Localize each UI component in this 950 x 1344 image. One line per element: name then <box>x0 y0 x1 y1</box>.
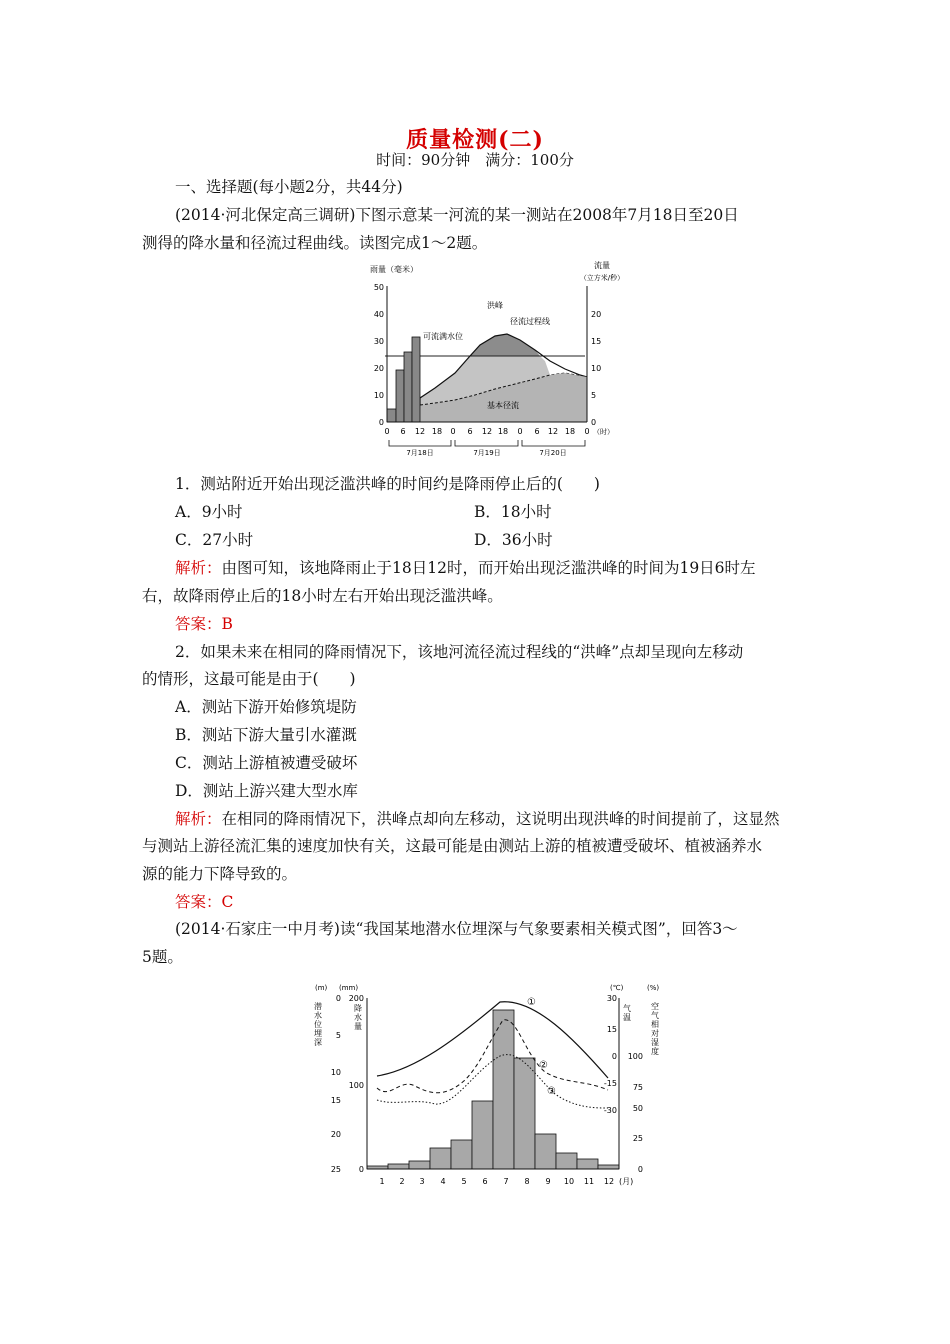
q1-analysis-line1 <box>175 556 756 578</box>
depth-tick: 0 <box>335 994 341 1003</box>
q1-option-c: C．27小时 <box>175 531 254 549</box>
precip-bar-11 <box>577 1159 598 1169</box>
q2-stem-line1: 2．如果未来在相同的降雨情况下，该地河流径流过程线的“洪峰”点却呈现向左移动 <box>175 643 744 661</box>
annot-flood-peak: 洪峰 <box>487 301 503 310</box>
precip-tick: 100 <box>348 1081 364 1090</box>
rain-bar-2 <box>396 370 404 422</box>
q2-answer: 答案：C <box>175 893 234 911</box>
precip-bars <box>367 1010 619 1169</box>
chart1-y-left-label: 雨量（毫米） <box>370 265 418 274</box>
date-label: 7月19日 <box>473 449 501 457</box>
date-bracket <box>389 440 451 446</box>
intro2-line1: (2014·石家庄一中月考)读“我国某地潜水位埋深与气象要素相关模式图”，回答3～ <box>175 920 738 938</box>
unit-m: (m) <box>315 984 328 992</box>
right-tick: 0 <box>591 418 597 427</box>
chart1-y-right-label-1: 流量 <box>594 261 610 270</box>
date-bracket <box>455 440 518 446</box>
q2-option-d: D．测站上游兴建大型水库 <box>175 782 358 800</box>
precip-bar-2 <box>388 1164 409 1169</box>
right-tick: 5 <box>591 391 597 400</box>
annot-full-level: 可流满水位 <box>423 332 463 341</box>
hum-tick: 75 <box>632 1083 643 1092</box>
hour-tick: 0 <box>584 427 590 436</box>
curve-3 <box>377 1055 608 1108</box>
hour-tick: 6 <box>400 427 406 436</box>
hum-ticks <box>628 1052 643 1174</box>
depth-tick: 25 <box>330 1165 341 1174</box>
hour-tick: 0 <box>384 427 390 436</box>
page-title: 质量检测(二) <box>406 127 544 153</box>
curve-2-label: ② <box>539 1060 548 1071</box>
hum-tick: 25 <box>632 1134 643 1143</box>
month-tick: 2 <box>399 1177 405 1186</box>
curve-1-label: ① <box>527 997 536 1008</box>
q2-analysis-line2: 与测站上游径流汇集的速度加快有关，这最可能是由测站上游的植被遭受破坏、植被涵养水 <box>142 837 763 855</box>
chart1-date-labels <box>406 449 566 457</box>
precip-bar-6 <box>472 1101 493 1169</box>
label-temp: 气温 <box>622 1004 632 1022</box>
month-tick: 11 <box>583 1177 595 1186</box>
right-tick: 20 <box>591 310 602 319</box>
hour-tick: 18 <box>497 427 509 436</box>
temp-tick: -15 <box>603 1079 617 1088</box>
temp-tick: -30 <box>603 1106 617 1115</box>
month-tick: 5 <box>461 1177 467 1186</box>
annot-runoff-line: 径流过程线 <box>510 317 550 326</box>
label-precip: 降水量 <box>353 1004 363 1031</box>
date-label: 7月18日 <box>406 449 434 457</box>
q2-option-c: C．测站上游植被遭受破坏 <box>175 754 358 772</box>
chart1-y-right-label-2: （立方米/秒） <box>579 274 625 282</box>
depth-tick: 5 <box>335 1031 341 1040</box>
q1-answer: 答案：B <box>175 615 233 633</box>
month-tick: 8 <box>524 1177 530 1186</box>
unit-pct: (%) <box>647 984 660 992</box>
left-tick: 40 <box>373 310 384 319</box>
depth-tick: 10 <box>330 1068 341 1077</box>
q2-stem-line2: 的情形，这最可能是由于( ) <box>142 670 356 688</box>
precip-bar-10 <box>556 1153 577 1169</box>
temp-tick: 15 <box>606 1025 617 1034</box>
temp-ticks <box>604 994 617 1115</box>
hour-tick: 0 <box>517 427 523 436</box>
q1-option-a: A．9小时 <box>175 503 243 521</box>
rain-bar-3 <box>404 352 412 422</box>
precip-bar-8 <box>514 1058 535 1169</box>
precip-tick: 0 <box>358 1165 364 1174</box>
depth-ticks <box>331 994 341 1174</box>
left-tick: 30 <box>373 337 384 346</box>
q1-analysis-line2: 右，故降雨停止后的18小时左右开始出现泛滥洪峰。 <box>142 587 503 605</box>
intro2-line2: 5题。 <box>142 948 183 966</box>
q2-analysis-label: 解析： <box>175 810 222 828</box>
q1-option-b: B．18小时 <box>474 503 552 521</box>
rain-bars <box>387 337 420 422</box>
month-tick: 6 <box>482 1177 488 1186</box>
month-tick: 1 <box>379 1177 385 1186</box>
depth-tick: 15 <box>330 1096 341 1105</box>
hour-tick: 12 <box>414 427 426 436</box>
rain-bar-1 <box>387 409 396 422</box>
q1-option-d: D．36小时 <box>474 531 553 549</box>
annot-base-flow: 基本径流 <box>487 401 519 410</box>
label-depth: 潜水位埋深 <box>313 1002 323 1047</box>
precip-bar-9 <box>535 1134 556 1169</box>
rain-bar-4 <box>412 337 420 422</box>
curve-2 <box>377 1020 608 1093</box>
precip-bar-4 <box>430 1148 451 1169</box>
q2-analysis-line3: 源的能力下降导致的。 <box>142 865 298 883</box>
hum-tick: 50 <box>632 1104 643 1113</box>
month-tick: 10 <box>563 1177 575 1186</box>
temp-tick: 30 <box>606 994 617 1003</box>
left-tick: 0 <box>378 418 384 427</box>
precip-tick: 200 <box>348 994 364 1003</box>
date-bracket <box>522 440 585 446</box>
precip-bar-12 <box>598 1165 619 1169</box>
chart1-plot <box>385 286 587 422</box>
unit-mm: (mm) <box>339 984 359 992</box>
chart1-date-brackets <box>389 440 585 446</box>
chart1-x-unit: （时） <box>593 428 614 436</box>
q1-analysis-text1: 由图可知，该地降雨止于18日12时，而开始出现泛滥洪峰的时间为19日6时左 <box>221 559 756 577</box>
right-tick: 15 <box>591 337 602 346</box>
q2-option-a: A．测站下游开始修筑堤防 <box>175 698 357 716</box>
groundwater-chart <box>305 980 675 1195</box>
left-tick: 20 <box>373 364 384 373</box>
curve-3-label: ③ <box>547 1086 556 1097</box>
hour-tick: 6 <box>467 427 473 436</box>
temp-tick: 0 <box>611 1052 617 1061</box>
chart1-left-ticks <box>374 283 384 427</box>
hour-tick: 18 <box>564 427 576 436</box>
base-flow-area-right <box>550 373 587 422</box>
hum-tick: 100 <box>627 1052 643 1061</box>
month-tick: 4 <box>440 1177 446 1186</box>
month-tick: 12 <box>603 1177 615 1186</box>
precip-bar-7 <box>493 1010 514 1169</box>
month-unit: (月) <box>619 1177 634 1186</box>
hum-tick: 0 <box>637 1165 643 1174</box>
chart1-hour-ticks <box>384 427 589 436</box>
intro1-line1: (2014·河北保定高三调研)下图示意某一河流的某一测站在2008年7月18日至20日 <box>175 206 739 224</box>
hour-tick: 12 <box>547 427 559 436</box>
month-tick: 9 <box>545 1177 551 1186</box>
precip-bar-3 <box>409 1161 430 1169</box>
hour-tick: 6 <box>534 427 540 436</box>
date-label: 7月20日 <box>539 449 567 457</box>
q1-stem: 1．测站附近开始出现泛滥洪峰的时间约是降雨停止后的( ) <box>175 475 600 493</box>
right-tick: 10 <box>591 364 602 373</box>
left-tick: 50 <box>373 283 384 292</box>
intro1-line2: 测得的降水量和径流过程曲线。读图完成1～2题。 <box>142 234 488 252</box>
q2-analysis-line1 <box>175 807 780 829</box>
month-tick: 7 <box>503 1177 509 1186</box>
label-humidity: 空气相对湿度 <box>650 1002 660 1056</box>
month-ticks <box>379 1177 614 1186</box>
q2-option-b: B．测站下游大量引水灌溉 <box>175 726 357 744</box>
exam-time-score: 时间：90分钟 满分：100分 <box>376 151 574 169</box>
curve-1 <box>377 1002 608 1078</box>
precip-bar-5 <box>451 1140 472 1169</box>
unit-c: (℃) <box>610 984 624 992</box>
month-tick: 3 <box>419 1177 425 1186</box>
depth-tick: 20 <box>330 1130 341 1139</box>
chart1-right-ticks <box>591 310 601 427</box>
hour-tick: 12 <box>481 427 493 436</box>
left-tick: 10 <box>373 391 384 400</box>
hour-tick: 0 <box>450 427 456 436</box>
runoff-chart <box>365 258 625 458</box>
q1-analysis-label: 解析： <box>175 559 222 577</box>
hour-tick: 18 <box>431 427 443 436</box>
q2-analysis-text1: 在相同的降雨情况下，洪峰点却向左移动，这说明出现洪峰的时间提前了，这显然 <box>221 810 780 828</box>
section-heading: 一、选择题(每小题2分，共44分) <box>175 178 403 196</box>
